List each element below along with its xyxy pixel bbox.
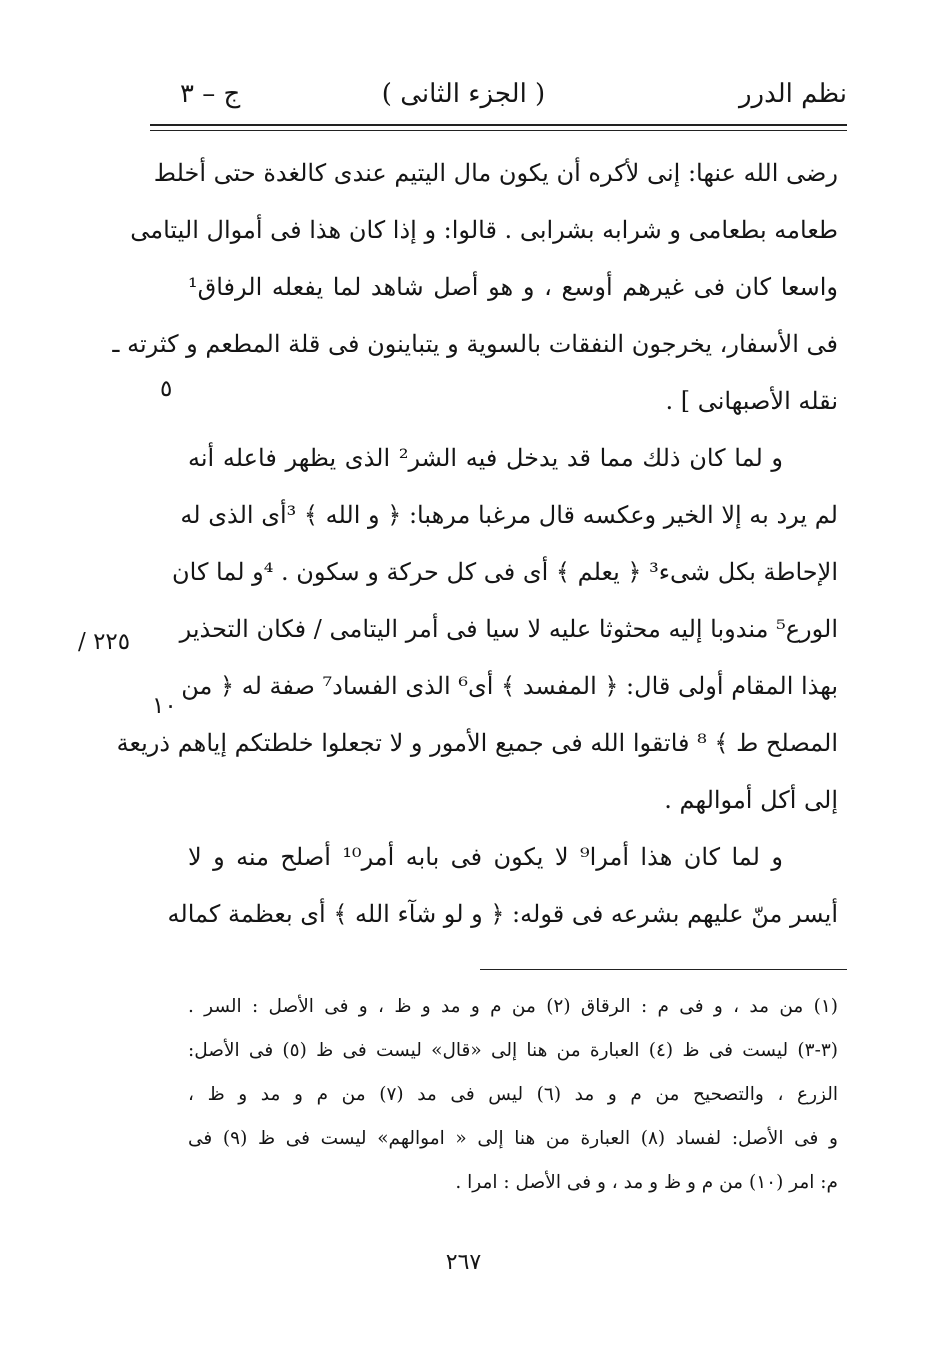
text-line: المصلح ط ﴾ ⁸ فاتقوا الله فى جميع الأمور و لا تجعلوا خلطتكم إياهم ذريعة: [116, 729, 838, 757]
text-line: رضى الله عنها: إنى لأكره أن يكون مال اليتيم عندى كالغدة حتى أخلط: [153, 159, 838, 187]
text-line: إلى أكل أموالهم .: [664, 786, 838, 814]
header-rule-thin: [150, 130, 847, 131]
text-line: واسعا كان فى غيرهم أوسع ، و هو أصل شاهد لما يفعله الرفاق¹: [188, 273, 838, 301]
text-line: نقله الأصبهانى ] .: [665, 387, 838, 415]
text-line: بهذا المقام أولى قال: ﴿ المفسد ﴾ أى⁶ الذى الفساد⁷ صفة له ﴿ من: [181, 672, 838, 700]
text-line: لم يرد به إلا الخير وعكسه قال مرغبا مرهبا: ﴿ و الله ﴾ ³أى الذى له: [180, 501, 838, 529]
page-number: ٢٦٧: [445, 1250, 482, 1275]
text-line: و لما كان هذا أمرا⁹ لا يكون فى بابه أمر¹⁰ أصلح منه و لا: [188, 843, 783, 871]
line-number-5: ٥: [160, 376, 173, 402]
text-line: الإحاطة بكل شىء³ ﴿ يعلم ﴾ أى فى كل حركة و سكون . ⁴و لما كان: [172, 558, 838, 586]
text-line: فى الأسفار، يخرجون النفقات بالسوية و يتباينون فى قلة المطعم و كثرته ـ: [112, 330, 838, 358]
manuscript-folio-marker: ٢٢٥ /: [78, 629, 131, 655]
text-line: طعامه بطعامى و شرابه بشرابى . قالوا: و إذا كان هذا فى أموال اليتامى: [130, 216, 838, 244]
footnote-rule: [480, 969, 847, 970]
header-rule-thick: [150, 124, 847, 126]
running-head-title: نظم الدرر: [738, 79, 847, 109]
footnotes: [188, 985, 838, 1205]
footnote-line: (١) من مد ، و فى م : الرقاق (٢) من م و مد و ظ ، و فى الأصل : السر .: [188, 996, 838, 1017]
line-number-10: ١٠: [152, 693, 177, 719]
footnote-line: م: امر (١٠) من م و ظ و مد ، و فى الأصل : امرا .: [455, 1172, 838, 1193]
footnote-line: الزرع ، والتصحيح من م و مد (٦) ليس فى مد (٧) من م و مد و ظ ،: [188, 1084, 838, 1105]
text-line: الورع⁵ مندوبا إليه محثوثا عليه لا سيا فى أمر اليتامى / فكان التحذير: [179, 615, 838, 643]
text-line: أيسر منّ عليهم بشرعه فى قوله: ﴿ و لو شآء الله ﴾ أى بعظمة كماله: [167, 900, 838, 928]
running-head-volume: ( الجزء الثانى ): [381, 79, 546, 109]
footnote-line: و فى الأصل: لفساد (٨) العبارة من هنا إلى « اموالهم» ليست فى ظ (٩) فى: [188, 1128, 838, 1149]
text-line: و لما كان ذلك مما قد يدخل فيه الشر² الذى يظهر فاعله أنه: [188, 444, 784, 472]
footnote-line: (٣-٣) ليست فى ظ (٤) العبارة من هنا إلى «قال» ليست فى ظ (٥) فى الأصل:: [188, 1040, 838, 1061]
running-head-chapter: ج – ٣: [180, 79, 241, 109]
